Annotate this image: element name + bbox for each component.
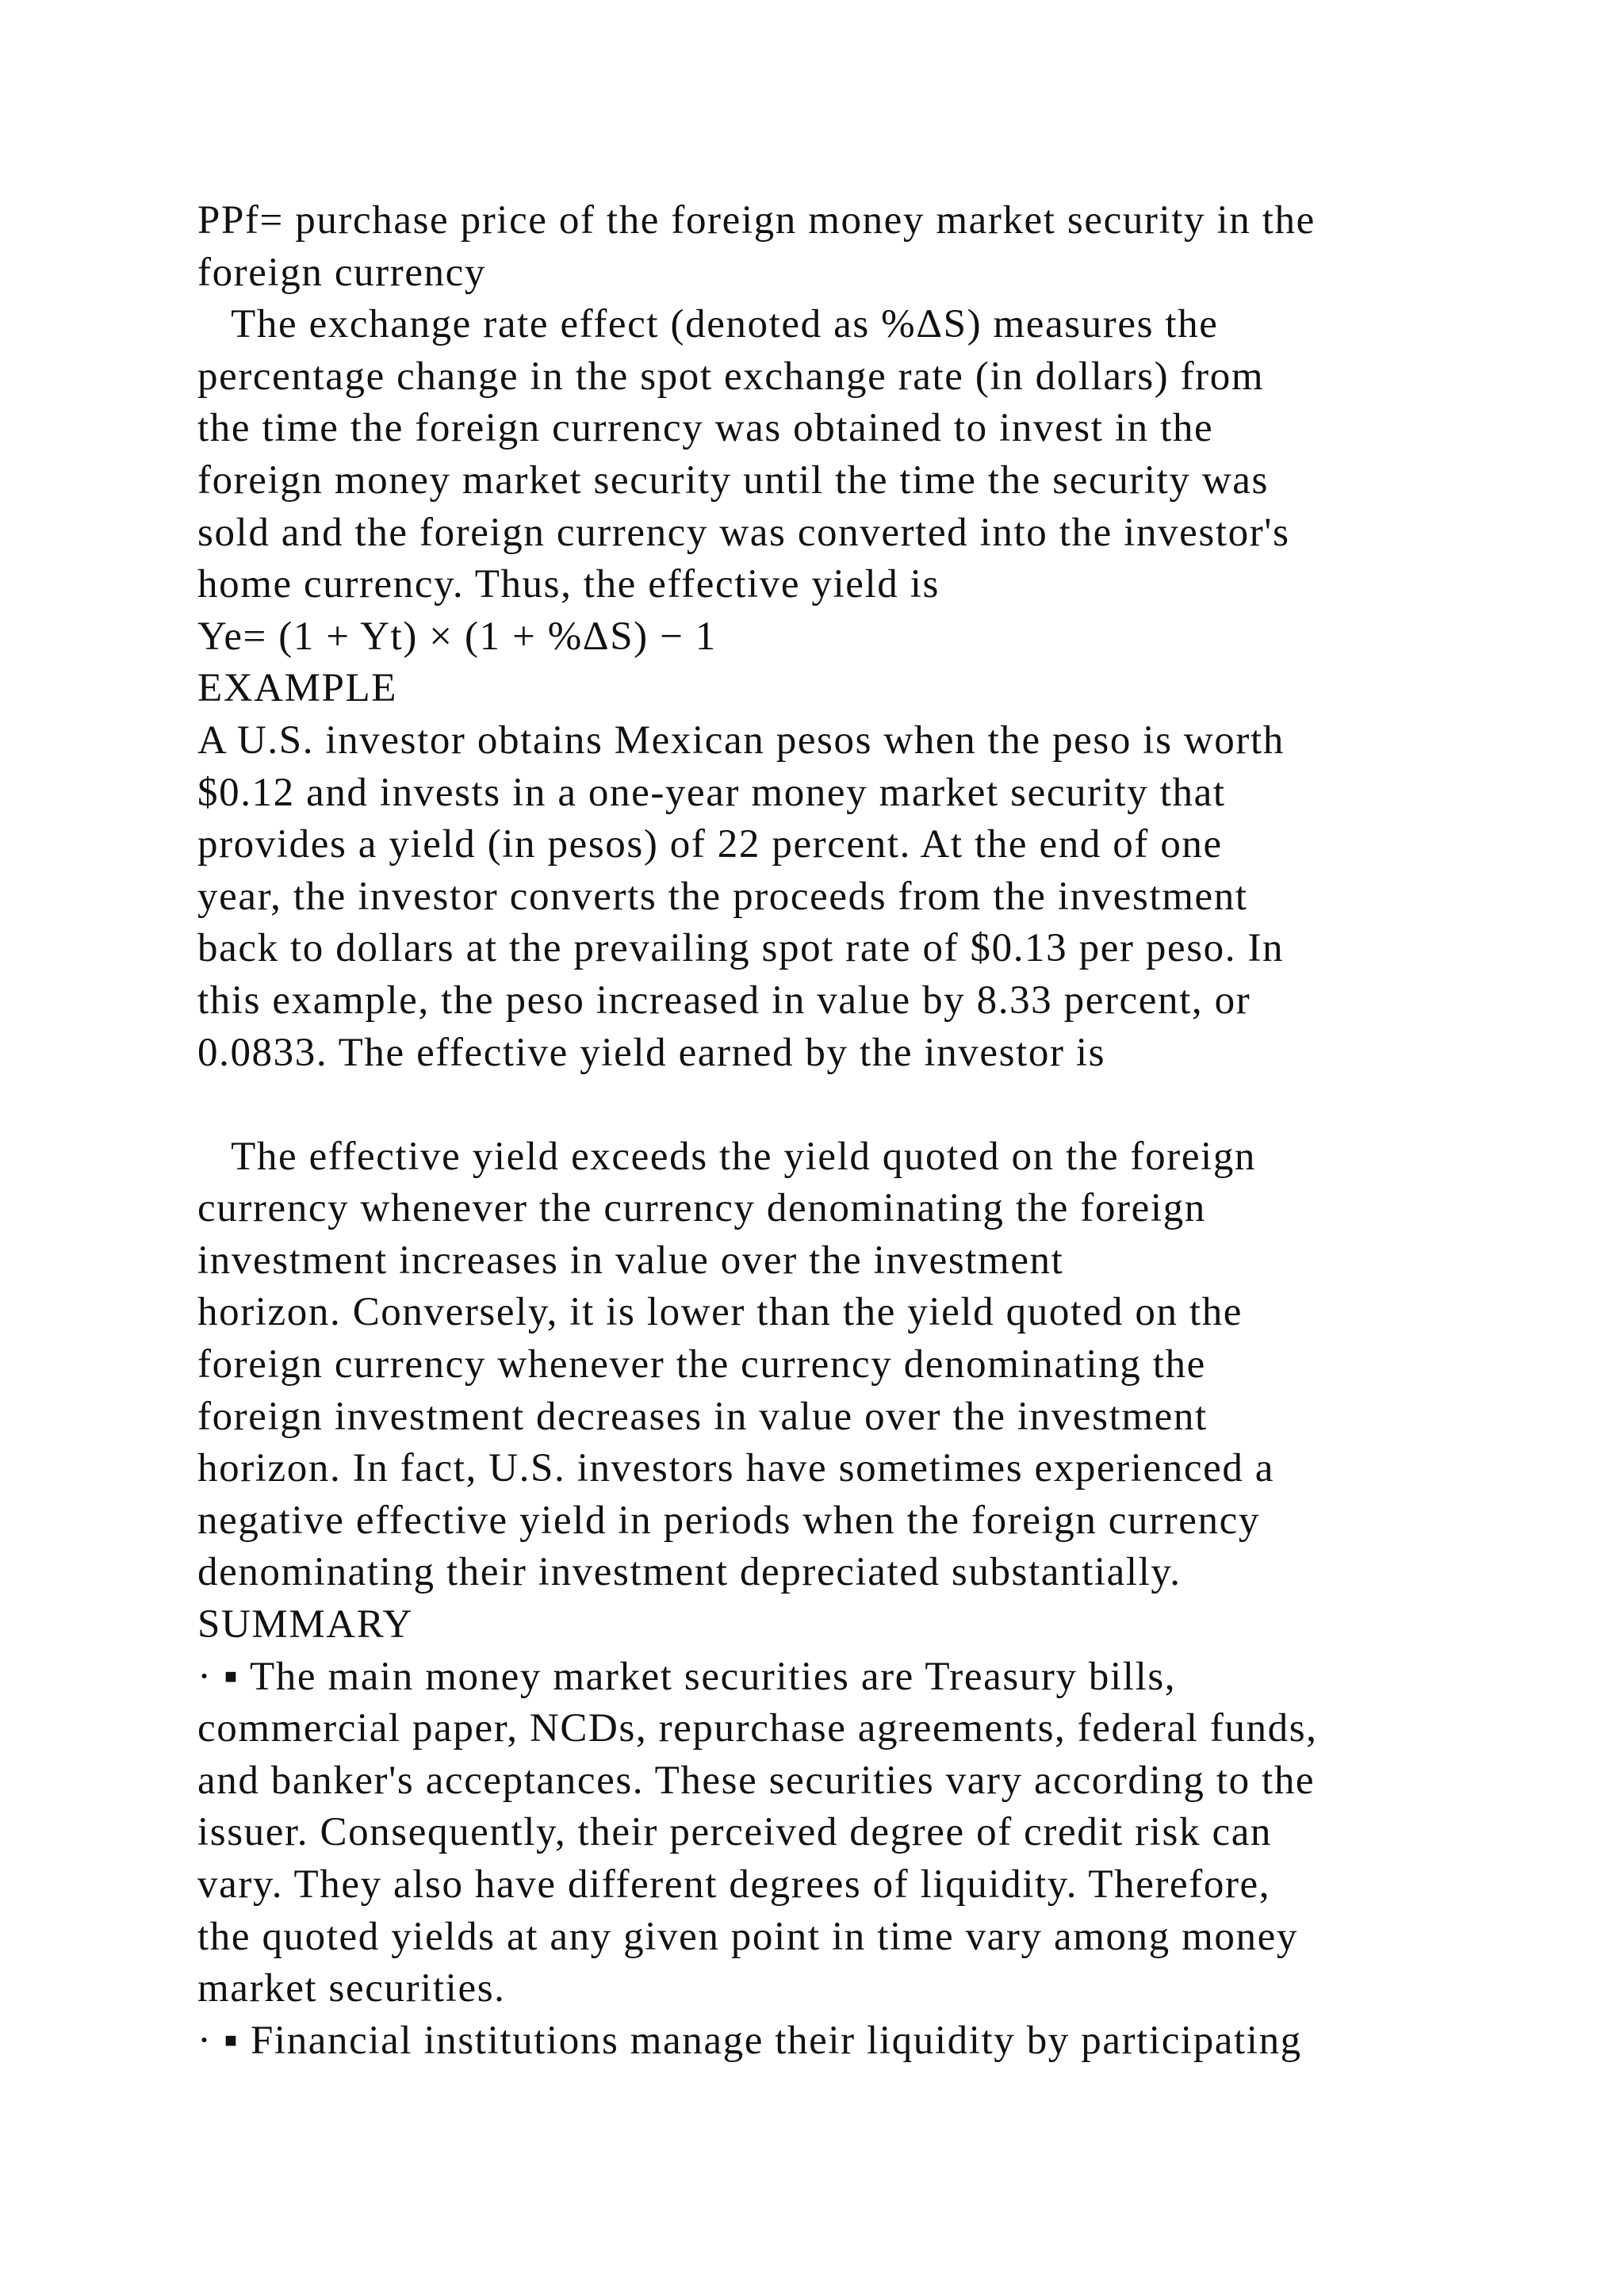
example-heading: EXAMPLE [197, 666, 398, 711]
summary-heading: SUMMARY [197, 1602, 413, 1647]
text-line: 0.0833. The effective yield earned by the investor is [197, 1030, 1106, 1075]
text-line: negative effective yield in periods when the foreign currency [197, 1498, 1260, 1543]
text-line: The effective yield exceeds the yield quoted on the foreign [197, 1134, 1257, 1179]
document-body [197, 195, 1545, 2067]
text-line: foreign investment decreases in value over the investment [197, 1394, 1208, 1439]
text-line: horizon. Conversely, it is lower than the yield quoted on the [197, 1290, 1243, 1335]
text-line: commercial paper, NCDs, repurchase agreements, federal funds, [197, 1706, 1318, 1751]
text-line: home currency. Thus, the effective yield is [197, 562, 940, 607]
text-line: currency whenever the currency denominating the foreign [197, 1186, 1206, 1231]
text-line: denominating their investment depreciated substantially. [197, 1550, 1182, 1595]
text-line: percentage change in the spot exchange rate (in dollars) from [197, 354, 1265, 399]
text-line: PPf= purchase price of the foreign money market security in the [197, 198, 1316, 243]
text-line: vary. They also have different degrees of liquidity. Therefore, [197, 1862, 1271, 1907]
text-line: foreign currency [197, 250, 486, 295]
text-line: the quoted yields at any given point in time vary among money [197, 1914, 1298, 1959]
text-line: year, the investor converts the proceeds from the investment [197, 874, 1248, 919]
text-line: issuer. Consequently, their perceived degree of credit risk can [197, 1810, 1273, 1855]
text-line: sold and the foreign currency was converted into the investor's [197, 510, 1290, 555]
text-line: investment increases in value over the investment [197, 1238, 1064, 1283]
text-line: foreign money market security until the time the security was [197, 457, 1269, 503]
text-line: and banker's acceptances. These securities vary according to the [197, 1758, 1316, 1803]
text-line: back to dollars at the prevailing spot rate of $0.13 per peso. In [197, 926, 1285, 971]
text-line: $0.12 and invests in a one-year money market security that [197, 770, 1226, 815]
text-line: The exchange rate effect (denoted as %ΔS) measures the [197, 302, 1219, 347]
text-line: foreign currency whenever the currency denominating the [197, 1342, 1206, 1387]
text-line: the time the foreign currency was obtained to invest in the [197, 406, 1214, 451]
formula-line: Ye= (1 + Yt) × (1 + %ΔS) − 1 [197, 614, 717, 659]
text-line: horizon. In fact, U.S. investors have sometimes experienced a [197, 1446, 1275, 1491]
blank-line [197, 1079, 1545, 1131]
text-line: provides a yield (in pesos) of 22 percent. At the end of one [197, 822, 1223, 867]
text-line: this example, the peso increased in value by 8.33 percent, or [197, 978, 1251, 1023]
summary-bullet-line: · ▪ The main money market securities are Treasury bills, [197, 1654, 1177, 1699]
summary-bullet-line: · ▪ Financial institutions manage their liquidity by participating [197, 2018, 1302, 2063]
text-line: market securities. [197, 1966, 506, 2011]
text-line: A U.S. investor obtains Mexican pesos when the peso is worth [197, 718, 1285, 763]
